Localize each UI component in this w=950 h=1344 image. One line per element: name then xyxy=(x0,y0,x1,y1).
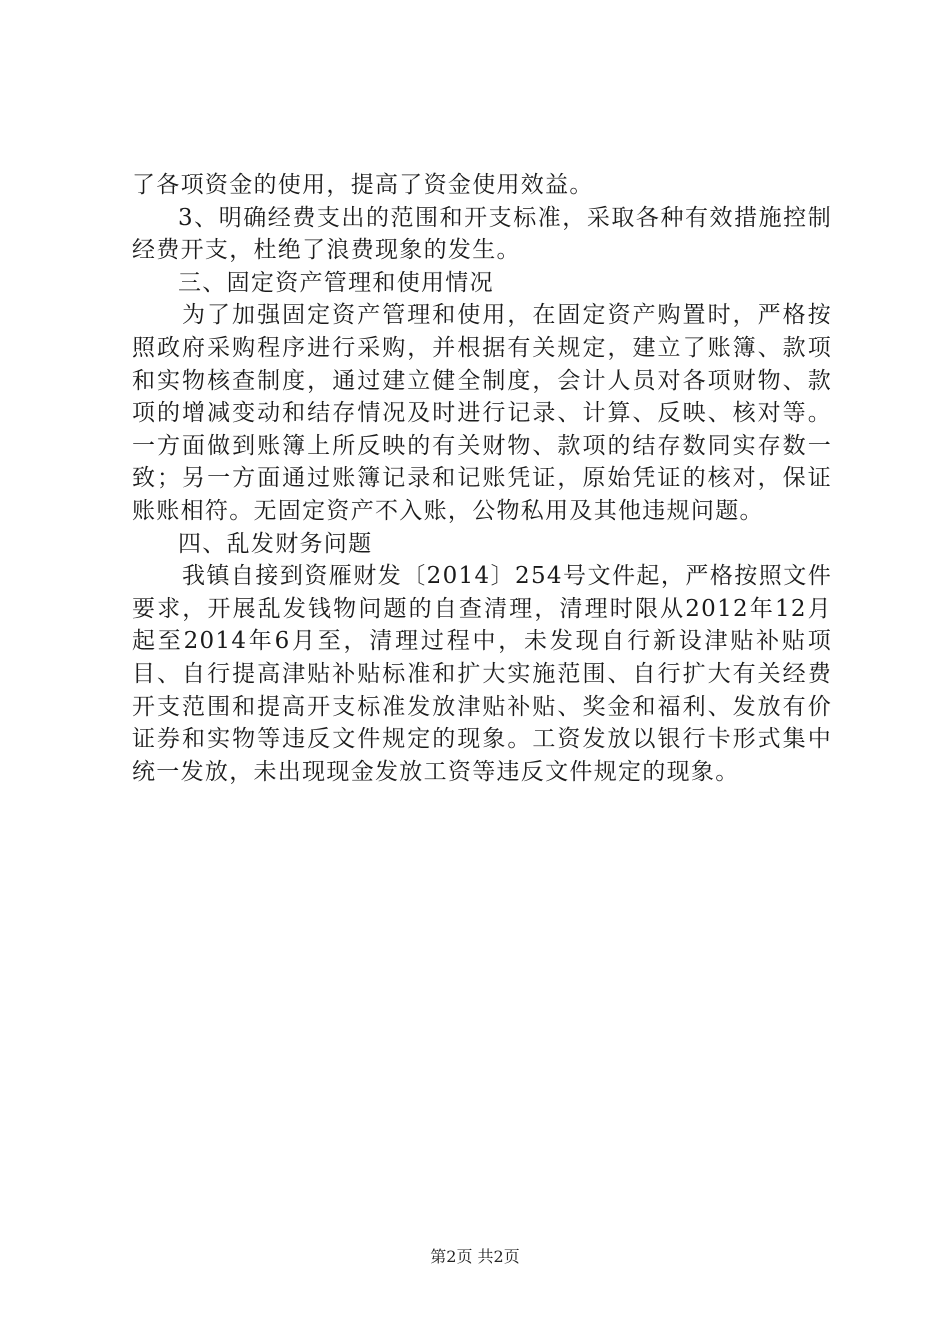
paragraph-finance-issues: 我镇自接到资雁财发〔2014〕254号文件起，严格按照文件要求，开展乱发钱物问题的自查清理，清理时限从2012年12月起至2014年6月至，清理过程中，未发现自行新设津贴补贴项目、自行提高津贴补贴标准和扩大实施范围、自行扩大有关经费开支范围和提高开支标准发放津贴补贴、奖金和福利、发放有价证券和实物等违反文件规定的现象。工资发放以银行卡形式集中统一发放，未出现现金发放工资等违反文件规定的现象。 xyxy=(132,563,832,785)
section-heading-fixed-assets: 三、固定资产管理和使用情况 xyxy=(178,269,494,296)
paragraph-fixed-assets: 为了加强固定资产管理和使用，在固定资产购置时，严格按照政府采购程序进行采购，并根据有关规定，建立了账簿、款项和实物核查制度，通过建立健全制度，会计人员对各项财物、款项的增减变动和结存情况及时进行记录、计算、反映、核对等。一方面做到账簿上所反映的有关财物、款项的结存数同实存数一致；另一方面通过账簿记录和记账凭证，原始凭证的核对，保证账账相符。无固定资产不入账，公物私用及其他违规问题。 xyxy=(132,302,832,524)
paragraph-item-3: 3、明确经费支出的范围和开支标准，采取各种有效措施控制经费开支，杜绝了浪费现象的发生。 xyxy=(132,204,832,264)
paragraph-continuation: 了各项资金的使用，提高了资金使用效益。 xyxy=(132,172,594,198)
document-body xyxy=(132,169,832,788)
page-number-footer: 第2页 共2页 xyxy=(430,1247,520,1266)
section-heading-finance-issues: 四、乱发财务问题 xyxy=(178,530,373,557)
